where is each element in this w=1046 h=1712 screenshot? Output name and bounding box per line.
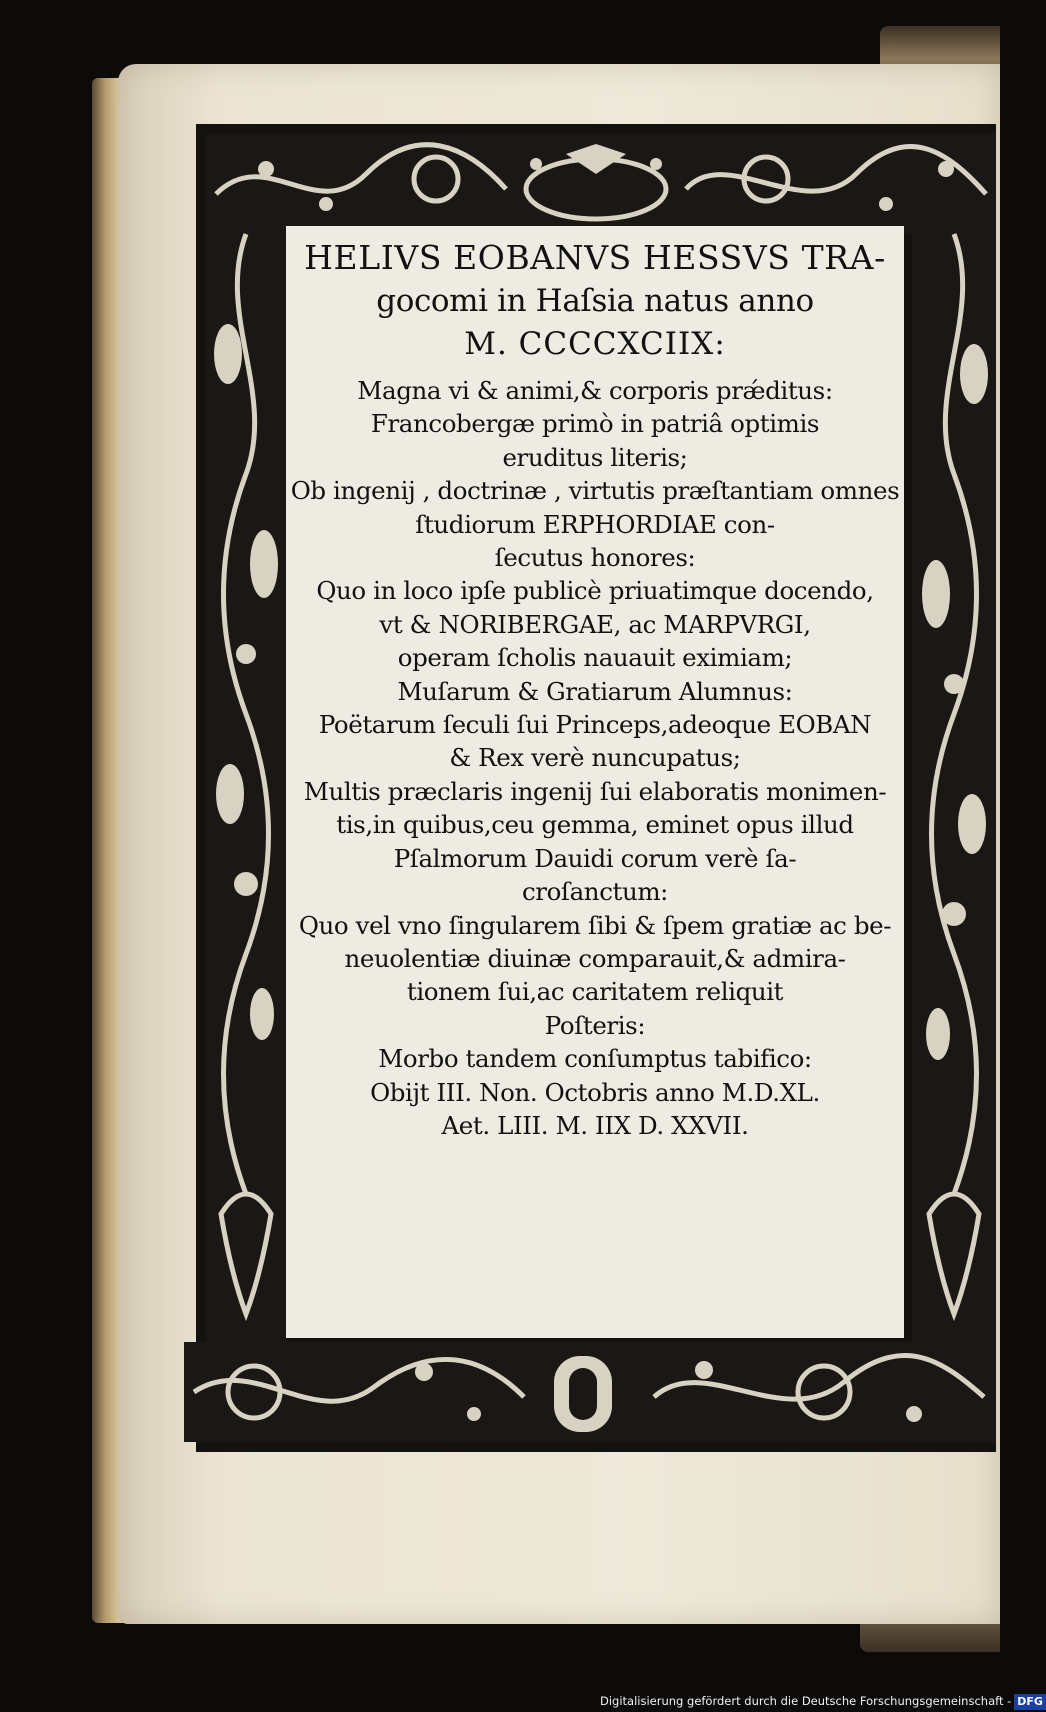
epitaph-line-14: Poëtarum ſeculi ſui Princeps,adeoque ΕΟΒΑΝ bbox=[318, 710, 872, 740]
epitaph-line-8: ſtudiorum ERPHORDIAE con- bbox=[415, 509, 775, 539]
woodcut-border-left bbox=[206, 234, 286, 1342]
dfg-logo: DFG bbox=[1014, 1694, 1046, 1710]
epitaph-line-10: Quo in loco ipſe publicè priuatimque docendo, bbox=[316, 576, 874, 606]
footer-text: Digitalisierung gefördert durch die Deutsche Forschungsgemeinschaft - bbox=[600, 1694, 1012, 1708]
epitaph-line-3: M. CCCCXCIIX: bbox=[464, 326, 726, 362]
epitaph-line-2: gocomi in Haſsia natus anno bbox=[376, 283, 814, 319]
epitaph-line-13: Muſarum & Gratiarum Alumnus: bbox=[397, 676, 793, 706]
epitaph-line-20: Quo vel vno ſingularem ſibi & ſpem gratiæ ac be- bbox=[298, 910, 892, 940]
epitaph-line-6: eruditus literis; bbox=[502, 442, 688, 472]
epitaph-line-19: croſanctum: bbox=[521, 877, 669, 907]
woodcut-border-right bbox=[912, 234, 996, 1342]
epitaph-line-12: operam ſcholis nauauit eximiam; bbox=[397, 643, 793, 673]
epitaph-line-26: Aet. LIII. M. IIX D. XXVII. bbox=[441, 1110, 749, 1140]
epitaph-line-1: HELIVS EOBANVS HESSVS TRA- bbox=[304, 238, 886, 277]
digitization-footer bbox=[600, 1690, 1043, 1712]
epitaph-line-18: Pſalmorum Dauidi corum verè ſa- bbox=[393, 843, 797, 873]
epitaph-line-23: Poſteris: bbox=[544, 1010, 646, 1040]
epitaph-line-22: tionem ſui,ac caritatem reliquit bbox=[406, 977, 784, 1007]
epitaph-line-9: ſecutus honores: bbox=[494, 543, 696, 573]
epitaph-line-16: Multis præclaris ingenij ſui elaboratis monimen- bbox=[303, 776, 887, 806]
epitaph-text bbox=[286, 236, 904, 1142]
woodcut-border-top bbox=[206, 134, 996, 234]
epitaph-line-11: vt & NORIBERGAE, ac MARPVRGI, bbox=[379, 609, 811, 639]
epitaph-line-5: Francobergæ primò in patriâ optimis bbox=[370, 409, 820, 439]
epitaph-line-17: tis,in quibus,ceu gemma, eminet opus illud bbox=[336, 810, 854, 840]
epitaph-line-15: & Rex verè nuncupatus; bbox=[449, 743, 741, 773]
epitaph-line-21: neuolentiæ diuinæ comparauit,& admira- bbox=[344, 943, 846, 973]
epitaph-line-4: Magna vi & animi,& corporis prǽditus: bbox=[357, 376, 833, 405]
epitaph-line-24: Morbo tandem conſumptus tabifico: bbox=[378, 1044, 812, 1074]
epitaph-line-7: Ob ingenij , doctrinæ , virtutis præſtantiam omnes bbox=[290, 476, 900, 506]
epitaph-line-25: Obijt III. Non. Octobris anno M.D.XL. bbox=[370, 1077, 820, 1107]
woodcut-border-bottom bbox=[184, 1342, 996, 1442]
